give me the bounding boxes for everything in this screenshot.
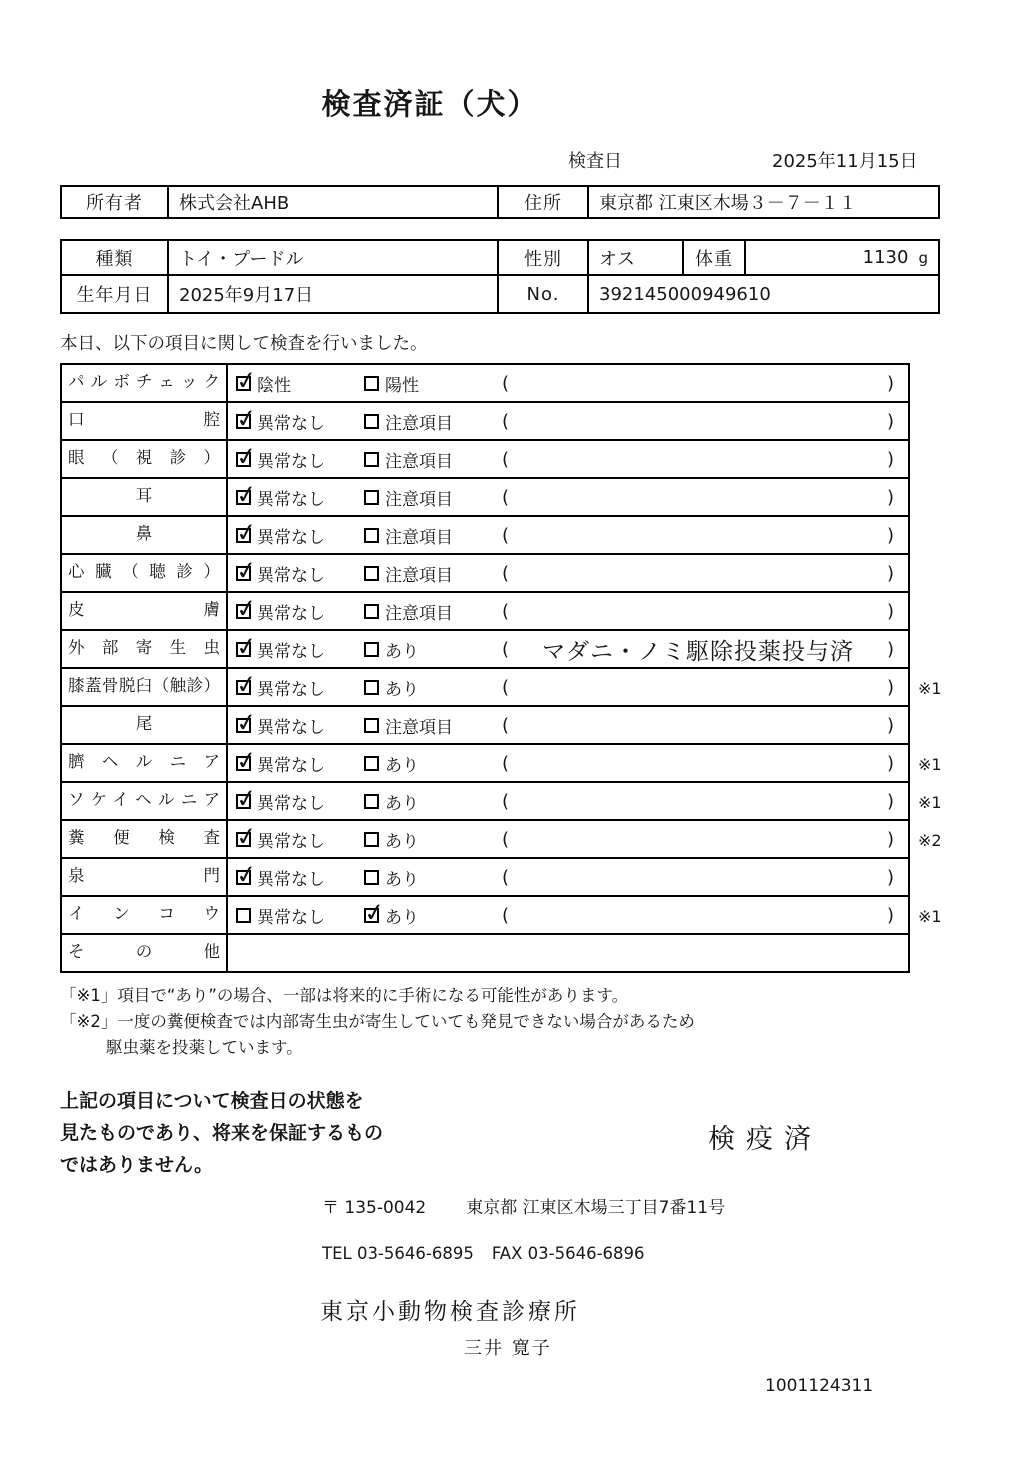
checkbox-icon bbox=[234, 554, 259, 586]
owner-value: 株式会社AHB bbox=[167, 187, 497, 217]
paren-open: ( bbox=[502, 790, 510, 812]
remarks-parentheses bbox=[502, 829, 908, 850]
disclaimer-and-stamp bbox=[60, 1085, 940, 1181]
paren-close: ) bbox=[886, 372, 894, 394]
paren-close: ) bbox=[886, 448, 894, 470]
remarks-parentheses bbox=[502, 633, 908, 666]
remarks-parentheses bbox=[502, 867, 908, 888]
check-mark-icon: ✓ bbox=[234, 516, 259, 548]
option-2-label: 注意項目 bbox=[385, 717, 453, 738]
remarks-parentheses bbox=[502, 449, 908, 470]
owner-table bbox=[60, 185, 940, 219]
disclaimer-line-3: ではありません。 bbox=[60, 1154, 214, 1176]
exam-row bbox=[60, 403, 965, 441]
exam-row-content bbox=[228, 707, 910, 745]
check-mark-icon: ✓ bbox=[234, 554, 259, 586]
option-2-label: あり bbox=[385, 907, 419, 928]
option-2 bbox=[364, 599, 502, 624]
option-1 bbox=[234, 858, 364, 890]
option-2-label: 注意項目 bbox=[385, 489, 453, 510]
option-2 bbox=[362, 896, 502, 928]
option-1-label: 異常なし bbox=[257, 565, 325, 586]
weight-value: 1130 bbox=[862, 247, 909, 268]
checkbox-icon bbox=[364, 452, 379, 467]
check-mark-icon: ✓ bbox=[234, 706, 259, 738]
checkbox-icon bbox=[234, 440, 259, 472]
checkbox-icon bbox=[234, 820, 259, 852]
option-2 bbox=[364, 409, 502, 434]
footnote-2: 「※2」一度の糞便検査では内部寄生虫が寄生していても発見できない場合があるため bbox=[60, 1012, 695, 1031]
footnote-mark: ※1 bbox=[918, 754, 942, 774]
option-2 bbox=[364, 371, 502, 396]
exam-row-content bbox=[228, 669, 910, 707]
remarks-parentheses bbox=[502, 373, 908, 394]
owner-label: 所有者 bbox=[86, 193, 143, 214]
option-1 bbox=[234, 554, 364, 586]
exam-rows bbox=[60, 365, 965, 973]
paren-open: ( bbox=[502, 714, 510, 736]
footnote-mark: ※2 bbox=[918, 830, 942, 850]
checkbox-icon bbox=[234, 668, 259, 700]
footnote-mark bbox=[910, 517, 962, 555]
exam-row bbox=[60, 821, 965, 859]
footnote-2-continued: 駆虫薬を投薬しています。 bbox=[106, 1038, 303, 1057]
option-1 bbox=[234, 364, 364, 396]
option-1 bbox=[234, 440, 364, 472]
option-1-label: 異常なし bbox=[257, 603, 325, 624]
option-1-label: 異常なし bbox=[257, 679, 325, 700]
option-1 bbox=[234, 820, 364, 852]
exam-row-content bbox=[228, 441, 910, 479]
exam-row-content bbox=[228, 555, 910, 593]
exam-row bbox=[60, 859, 965, 897]
disclaimer-text bbox=[60, 1085, 490, 1181]
checkbox-icon bbox=[234, 402, 259, 434]
quarantine-passed-stamp: 検疫済 bbox=[708, 1124, 822, 1155]
check-mark-icon: ✓ bbox=[234, 668, 259, 700]
footnote-1: 「※1」項目で“あり”の場合、一部は将来的に手術になる可能性があります。 bbox=[60, 986, 629, 1005]
paren-close: ) bbox=[886, 752, 894, 774]
remarks-note: マダニ・ノミ駆除投薬投与済 bbox=[542, 638, 854, 665]
checkbox-icon bbox=[364, 566, 379, 581]
exam-row-content bbox=[228, 821, 910, 859]
birthdate-value: 2025年9月17日 bbox=[167, 276, 497, 312]
footnote-mark: ※1 bbox=[918, 678, 942, 698]
clinic-address: 東京都 江東区木場三丁目7番11号 bbox=[466, 1198, 726, 1218]
exam-item-label: 口腔 bbox=[60, 403, 228, 441]
checkbox-icon bbox=[364, 414, 379, 429]
exam-row-content bbox=[228, 365, 910, 403]
inspection-date-label: 検査日 bbox=[568, 151, 622, 172]
disclaimer-line-1: 上記の項目について検査日の状態を bbox=[60, 1090, 364, 1112]
option-2 bbox=[364, 485, 502, 510]
exam-item-label: 膝蓋骨脱臼（触診） bbox=[60, 669, 228, 707]
check-mark-icon: ✓ bbox=[234, 744, 259, 776]
exam-row-content bbox=[228, 897, 910, 935]
birthdate-label: 生年月日 bbox=[76, 285, 153, 306]
remarks-parentheses bbox=[502, 715, 908, 736]
exam-row bbox=[60, 517, 965, 555]
paren-open: ( bbox=[502, 486, 510, 508]
exam-row-content bbox=[228, 631, 910, 669]
postal-code: 〒 135-0042 bbox=[322, 1198, 427, 1218]
option-1-label: 異常なし bbox=[257, 793, 325, 814]
exam-row bbox=[60, 479, 965, 517]
option-1 bbox=[234, 516, 364, 548]
checkbox-icon bbox=[364, 490, 379, 505]
option-2-label: 注意項目 bbox=[385, 603, 453, 624]
option-1-label: 異常なし bbox=[257, 755, 325, 776]
checkbox-icon bbox=[234, 592, 259, 624]
paren-close: ) bbox=[886, 410, 894, 432]
exam-item-label: 耳 bbox=[60, 479, 228, 517]
checkbox-icon bbox=[364, 794, 379, 809]
option-2 bbox=[364, 675, 502, 700]
disclaimer-line-2: 見たものであり、将来を保証するもの bbox=[60, 1122, 384, 1144]
exam-row bbox=[60, 441, 965, 479]
exam-row bbox=[60, 783, 965, 821]
option-1 bbox=[236, 903, 364, 928]
footnote-mark: ※1 bbox=[918, 792, 942, 812]
serial-number: 1001124311 bbox=[765, 1376, 874, 1396]
exam-row-content bbox=[228, 935, 910, 973]
paren-open: ( bbox=[502, 904, 510, 926]
option-2 bbox=[364, 865, 502, 890]
option-2 bbox=[364, 447, 502, 472]
remarks-parentheses bbox=[502, 601, 908, 622]
exam-item-label: 泉門 bbox=[60, 859, 228, 897]
checkbox-icon bbox=[364, 376, 379, 391]
option-2-label: あり bbox=[385, 793, 419, 814]
checkbox-icon bbox=[364, 756, 379, 771]
checkbox-icon bbox=[234, 858, 259, 890]
exam-row-content bbox=[228, 403, 910, 441]
exam-item-label: 鼻 bbox=[60, 517, 228, 555]
exam-item-label: ソケイヘルニア bbox=[60, 783, 228, 821]
check-mark-icon: ✓ bbox=[234, 782, 259, 814]
option-1-label: 陰性 bbox=[257, 375, 291, 396]
exam-row-content bbox=[228, 745, 910, 783]
exam-item-label: 心臓（聴診） bbox=[60, 555, 228, 593]
check-mark-icon: ✓ bbox=[234, 820, 259, 852]
option-2-label: あり bbox=[385, 869, 419, 890]
exam-item-label: パルボチェック bbox=[60, 365, 228, 403]
inspection-date-value: 2025年11月15日 bbox=[772, 151, 918, 172]
option-2-label: あり bbox=[385, 679, 419, 700]
option-2-label: 注意項目 bbox=[385, 565, 453, 586]
footnote-mark bbox=[910, 479, 962, 517]
option-2 bbox=[364, 713, 502, 738]
phone-row bbox=[322, 1244, 940, 1263]
exam-item-label: 臍ヘルニア bbox=[60, 745, 228, 783]
exam-row bbox=[60, 707, 965, 745]
footnote-mark bbox=[910, 555, 962, 593]
exam-item-label: その他 bbox=[60, 935, 228, 973]
paren-open: ( bbox=[502, 372, 510, 394]
exam-item-label: 眼（視診） bbox=[60, 441, 228, 479]
option-2 bbox=[364, 789, 502, 814]
option-1-label: 異常なし bbox=[257, 413, 325, 434]
option-2 bbox=[364, 561, 502, 586]
option-1 bbox=[234, 668, 364, 700]
inspection-date-row bbox=[60, 145, 940, 175]
tel-number: TEL 03-5646-6895 bbox=[322, 1244, 474, 1263]
remarks-parentheses bbox=[502, 753, 908, 774]
certificate-content bbox=[60, 82, 940, 1396]
option-1 bbox=[234, 478, 364, 510]
paren-open: ( bbox=[502, 828, 510, 850]
check-mark-icon: ✓ bbox=[234, 364, 259, 396]
footnote-mark bbox=[910, 593, 962, 631]
check-mark-icon: ✓ bbox=[362, 896, 387, 928]
exam-row bbox=[60, 593, 965, 631]
checkbox-icon bbox=[364, 528, 379, 543]
exam-item-label: 尾 bbox=[60, 707, 228, 745]
checkbox-icon bbox=[364, 870, 379, 885]
paren-open: ( bbox=[502, 410, 510, 432]
page-title: 検査済証（犬） bbox=[321, 87, 539, 121]
checkbox-icon bbox=[364, 718, 379, 733]
checkbox-icon bbox=[234, 744, 259, 776]
paren-open: ( bbox=[502, 448, 510, 470]
exam-table bbox=[60, 363, 965, 973]
exam-row bbox=[60, 897, 965, 935]
paren-open: ( bbox=[502, 562, 510, 584]
clinic-name: 東京小動物検査診療所 bbox=[320, 1299, 580, 1325]
veterinarian-name: 三井 寛子 bbox=[464, 1338, 552, 1359]
paren-open: ( bbox=[502, 866, 510, 888]
checkbox-icon bbox=[364, 604, 379, 619]
exam-row bbox=[60, 631, 965, 669]
weight-unit: g bbox=[918, 248, 928, 267]
checkbox-icon bbox=[234, 782, 259, 814]
exam-item-label: 皮膚 bbox=[60, 593, 228, 631]
checkbox-icon bbox=[234, 478, 259, 510]
option-2-label: 注意項目 bbox=[385, 451, 453, 472]
option-2-label: あり bbox=[385, 641, 419, 662]
paren-close: ) bbox=[886, 866, 894, 888]
paren-open: ( bbox=[502, 524, 510, 546]
check-mark-icon: ✓ bbox=[234, 440, 259, 472]
footnote-mark: ※1 bbox=[918, 906, 942, 926]
clinic-address-row bbox=[322, 1193, 940, 1218]
checkbox-icon bbox=[364, 680, 379, 695]
exam-item-label: インコウ bbox=[60, 897, 228, 935]
exam-item-label: 糞便検査 bbox=[60, 821, 228, 859]
exam-row bbox=[60, 935, 965, 973]
animal-info-row-2 bbox=[60, 276, 940, 314]
check-mark-icon: ✓ bbox=[234, 592, 259, 624]
paren-open: ( bbox=[502, 600, 510, 622]
paren-close: ) bbox=[886, 828, 894, 850]
checkbox-icon bbox=[364, 832, 379, 847]
intro-text: 本日、以下の項目に関して検査を行いました。 bbox=[60, 334, 428, 354]
paren-close: ) bbox=[886, 638, 894, 660]
option-2-label: 注意項目 bbox=[385, 527, 453, 548]
address-label: 住所 bbox=[497, 187, 587, 217]
address-value: 東京都 江東区木場３－７－１１ bbox=[587, 187, 942, 217]
number-label: No. bbox=[497, 276, 587, 312]
exam-row-content bbox=[228, 593, 910, 631]
option-2-label: 陽性 bbox=[385, 375, 419, 396]
exam-row-content bbox=[228, 859, 910, 897]
sex-value: オス bbox=[587, 241, 682, 274]
option-1 bbox=[234, 402, 364, 434]
option-1-label: 異常なし bbox=[257, 869, 325, 890]
checkbox-icon bbox=[362, 896, 387, 928]
check-mark-icon: ✓ bbox=[234, 630, 259, 662]
option-2-label: あり bbox=[385, 831, 419, 852]
fax-number: FAX 03-5646-6896 bbox=[491, 1244, 645, 1263]
checkbox-icon bbox=[236, 908, 251, 923]
option-2-label: 注意項目 bbox=[385, 413, 453, 434]
breed-label: 種類 bbox=[95, 248, 134, 270]
checkbox-icon bbox=[234, 516, 259, 548]
exam-row-content bbox=[228, 517, 910, 555]
exam-row bbox=[60, 555, 965, 593]
option-1-label: 異常なし bbox=[257, 489, 325, 510]
remarks-parentheses bbox=[502, 411, 908, 432]
remarks-parentheses bbox=[502, 791, 908, 812]
remarks-parentheses bbox=[502, 563, 908, 584]
option-2 bbox=[364, 637, 502, 662]
option-1-label: 異常なし bbox=[257, 831, 325, 852]
check-mark-icon: ✓ bbox=[234, 478, 259, 510]
footnotes bbox=[60, 983, 940, 1061]
footnote-mark bbox=[910, 441, 962, 479]
paren-close: ) bbox=[886, 904, 894, 926]
option-1 bbox=[234, 630, 364, 662]
option-1-label: 異常なし bbox=[257, 717, 325, 738]
exam-row-content bbox=[228, 479, 910, 517]
paren-close: ) bbox=[886, 524, 894, 546]
paren-close: ) bbox=[886, 790, 894, 812]
animal-info-row-1 bbox=[60, 239, 940, 276]
exam-row bbox=[60, 365, 965, 403]
option-1-label: 異常なし bbox=[257, 527, 325, 548]
breed-value: トイ・プードル bbox=[167, 241, 497, 274]
paren-open: ( bbox=[502, 676, 510, 698]
option-2-label: あり bbox=[385, 755, 419, 776]
check-mark-icon: ✓ bbox=[234, 858, 259, 890]
sex-label: 性別 bbox=[497, 241, 587, 274]
checkbox-icon bbox=[364, 642, 379, 657]
checkbox-icon bbox=[234, 364, 259, 396]
paren-open: ( bbox=[502, 752, 510, 774]
paren-open: ( bbox=[502, 638, 510, 660]
remarks-parentheses bbox=[502, 525, 908, 546]
option-1 bbox=[234, 592, 364, 624]
footnote-mark bbox=[910, 631, 962, 669]
option-2 bbox=[364, 523, 502, 548]
option-1-label: 異常なし bbox=[257, 451, 325, 472]
exam-row bbox=[60, 669, 965, 707]
exam-row-content bbox=[228, 783, 910, 821]
remarks-parentheses bbox=[502, 677, 908, 698]
option-2 bbox=[364, 751, 502, 776]
paren-close: ) bbox=[886, 676, 894, 698]
option-1-label: 異常なし bbox=[257, 907, 325, 928]
paren-close: ) bbox=[886, 486, 894, 508]
paren-close: ) bbox=[886, 714, 894, 736]
number-value: 392145000949610 bbox=[587, 276, 942, 312]
footnote-mark bbox=[910, 859, 962, 897]
exam-row bbox=[60, 745, 965, 783]
footnote-mark bbox=[910, 707, 962, 745]
option-1 bbox=[234, 706, 364, 738]
option-1 bbox=[234, 782, 364, 814]
remarks-parentheses bbox=[502, 487, 908, 508]
footnote-mark bbox=[910, 365, 962, 403]
checkbox-icon bbox=[234, 630, 259, 662]
footnote-mark bbox=[910, 935, 962, 973]
option-1 bbox=[234, 744, 364, 776]
paren-close: ) bbox=[886, 562, 894, 584]
paren-close: ) bbox=[886, 600, 894, 622]
exam-item-label: 外部寄生虫 bbox=[60, 631, 228, 669]
weight-value-cell bbox=[744, 241, 942, 274]
remarks-parentheses bbox=[502, 905, 908, 926]
footnote-mark bbox=[910, 403, 962, 441]
weight-label: 体重 bbox=[682, 241, 744, 274]
check-mark-icon: ✓ bbox=[234, 402, 259, 434]
option-2 bbox=[364, 827, 502, 852]
checkbox-icon bbox=[234, 706, 259, 738]
option-1-label: 異常なし bbox=[257, 641, 325, 662]
